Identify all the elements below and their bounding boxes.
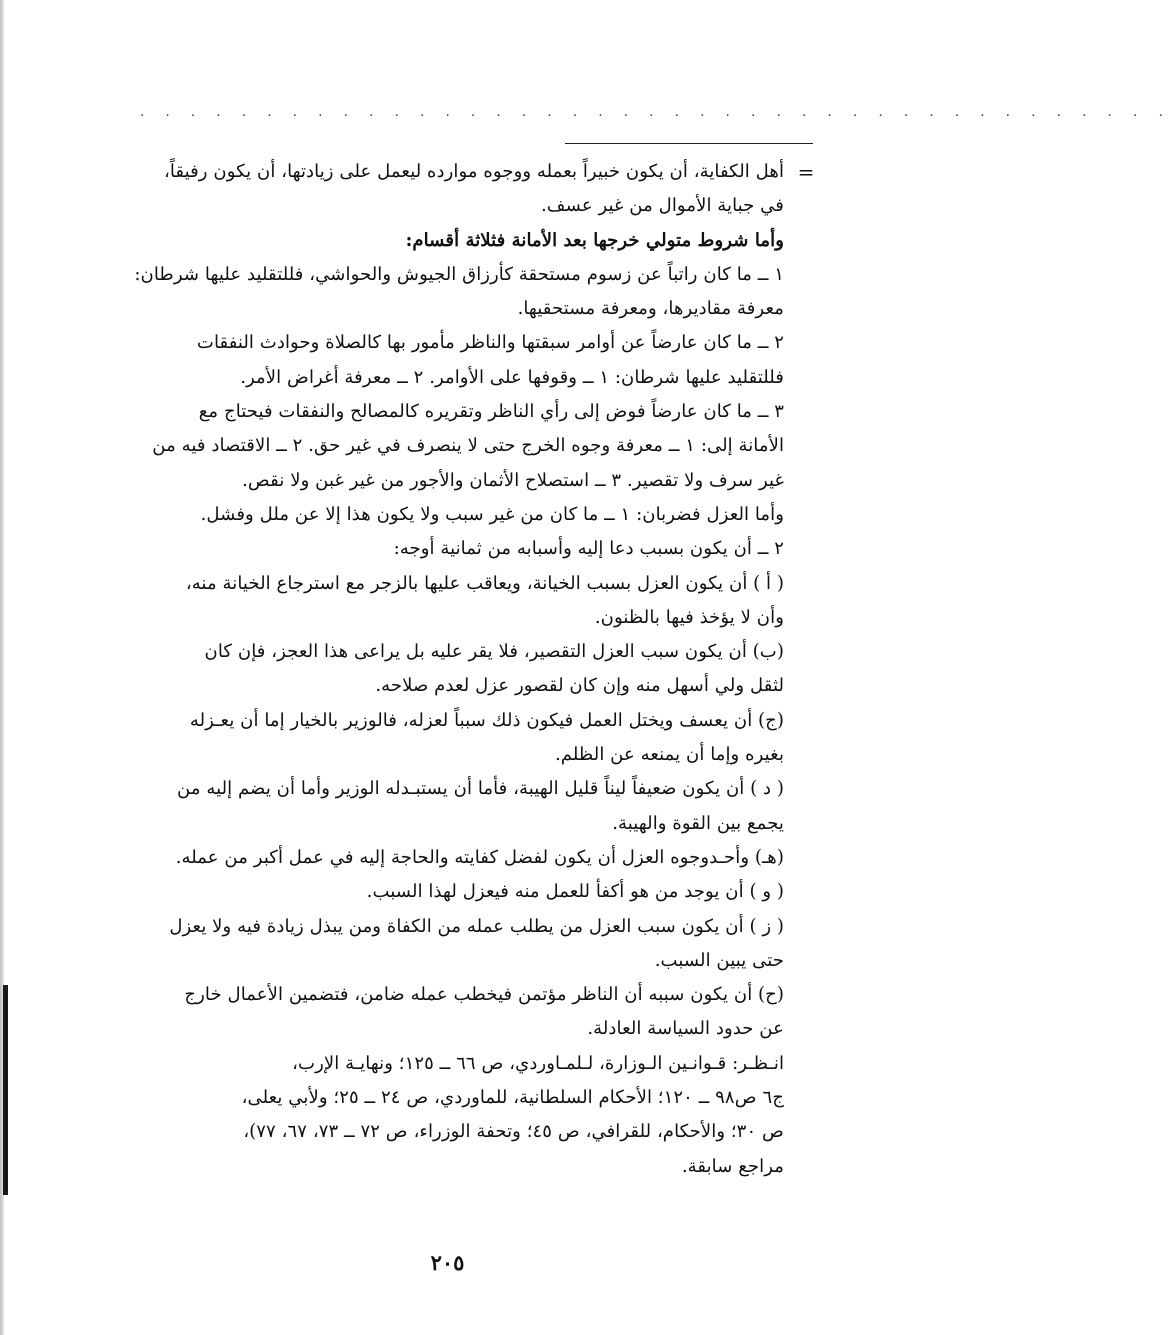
text-line: ( و ) أن يوجد من هو أكفأ للعمل منه فيعزل لهذا السبب. (366, 881, 784, 903)
page-number: ٢٠٥ (430, 1250, 465, 1275)
text-line: (ح) أن يكون سببه أن الناظر مؤتمن فيخطب عمله ضامن، فتضمين الأعمال خارج (184, 984, 784, 1006)
text-line: (هـ) وأحـدوجوه العزل أن يكون لفضل كفايته والحاجة إليه في عمل أكبر من عمله. (175, 846, 784, 868)
text-line: معرفة مقاديرها، ومعرفة مستحقيها. (517, 298, 784, 320)
text-line: ج٦ ص٩٨ ــ ١٢٠؛ الأحكام السلطانية، للماوردي، ص ٢٤ ــ ٢٥؛ ولأبي يعلى، (241, 1087, 784, 1109)
text-line: أهل الكفاية، أن يكون خبيراً بعمله ووجوه موارده ليعمل على زيادتها، أن يكون رفيقاً، (164, 161, 784, 182)
text-line: ( د ) أن يكون ضعيفاً ليناً قليل الهيبة، فأما أن يستبـدله الوزير وأما أن يضم إليه من (176, 778, 784, 800)
text-line: وأن لا يؤخذ فيها بالظنون. (594, 606, 784, 628)
text-line: وأما العزل فضربان: ١ ــ ما كان من غير سبب ولا يكون هذا إلا عن ملل وفشل. (200, 503, 784, 525)
text-line: حتى يبين السبب. (654, 949, 784, 971)
text-line: ٢ ــ ما كان عارضاً عن أوامر سبقتها والناظر مأمور بها كالصلاة وحوادث النفقات (196, 332, 784, 354)
text-line: ( ز ) أن يكون سبب العزل من يطلب عمله من الكفاة ومن يبذل زيادة فيه ولا يعزل (169, 915, 784, 937)
text-line: غير سرف ولا تقصير. ٣ ــ استصلاح الأثمان والأجور من غير غبن ولا نقص. (242, 469, 784, 491)
text-line: انـظـر: قـوانـين الـوزارة، لـلمـاوردي، ص ٦٦ ــ ١٢٥؛ ونهايـة الإرب، (292, 1052, 784, 1074)
text-line: ( أ ) أن يكون العزل بسبب الخيانة، ويعاقب عليها بالزجر مع استرجاع الخيانة منه، (185, 572, 784, 594)
binding-edge-mark (3, 985, 8, 1195)
text-line: بغيره وإما أن يمنعه عن الظلم. (554, 744, 784, 766)
text-line: (ج) أن يعسف ويختل العمل فيكون ذلك سبباً لعزله، فالوزير بالخيار إما أن يعـزله (189, 709, 784, 731)
footnote-body (134, 155, 784, 1184)
footnote-separator-rule (565, 143, 813, 144)
text-line: فللتقليد عليها شرطان: ١ ــ وقوفها على الأوامر. ٢ ــ معرفة أغراض الأمر. (240, 366, 784, 388)
text-line: ٣ ــ ما كان عارضاً فوض إلى رأي الناظر وتقريره كالمصالح والنفقات فيحتاج مع (198, 401, 784, 423)
text-line: عن حدود السياسة العادلة. (587, 1018, 784, 1040)
text-line: وأما شروط متولي خرجها بعد الأمانة فثلاثة أقسام: (405, 229, 784, 251)
text-line: يجمع بين القوة والهيبة. (612, 812, 784, 834)
text-line: (ب) أن يكون سبب العزل التقصير، فلا يقر عليه بل يراعى هذا العجز، فإن كان (204, 641, 784, 663)
text-line: ١ ــ ما كان راتباً عن زسوم مستحقة كأرزاق الجيوش والحواشي، فللتقليد عليها شرطان: (134, 263, 784, 285)
footnote-continuation-mark: = (797, 160, 815, 184)
text-line: في جباية الأموال من غير عسف. (541, 195, 784, 217)
text-line: لثقل ولي أسهل منه وإن كان لقصور عزل لعدم صلاحه. (375, 675, 784, 697)
text-line: الأمانة إلى: ١ ــ معرفة وجوه الخرج حتى لا ينصرف في غير حق. ٢ ــ الاقتصاد فيه من (152, 435, 784, 457)
header-dotted-rule: . . . . . . . . . . . . . . . . . . . . . . . . . . . . . . . . . . . . . . . . . (140, 105, 1171, 120)
text-line: مراجع سابقة. (681, 1155, 784, 1177)
text-line: ٢ ــ أن يكون بسبب دعا إليه وأسبابه من ثمانية أوجه: (393, 538, 784, 560)
text-line: ص ٣٠؛ والأحكام، للقرافي، ص ٤٥؛ وتحفة الوزراء، ص ٧٢ ــ ٧٣، ٦٧، ٧٧)، (243, 1121, 784, 1143)
